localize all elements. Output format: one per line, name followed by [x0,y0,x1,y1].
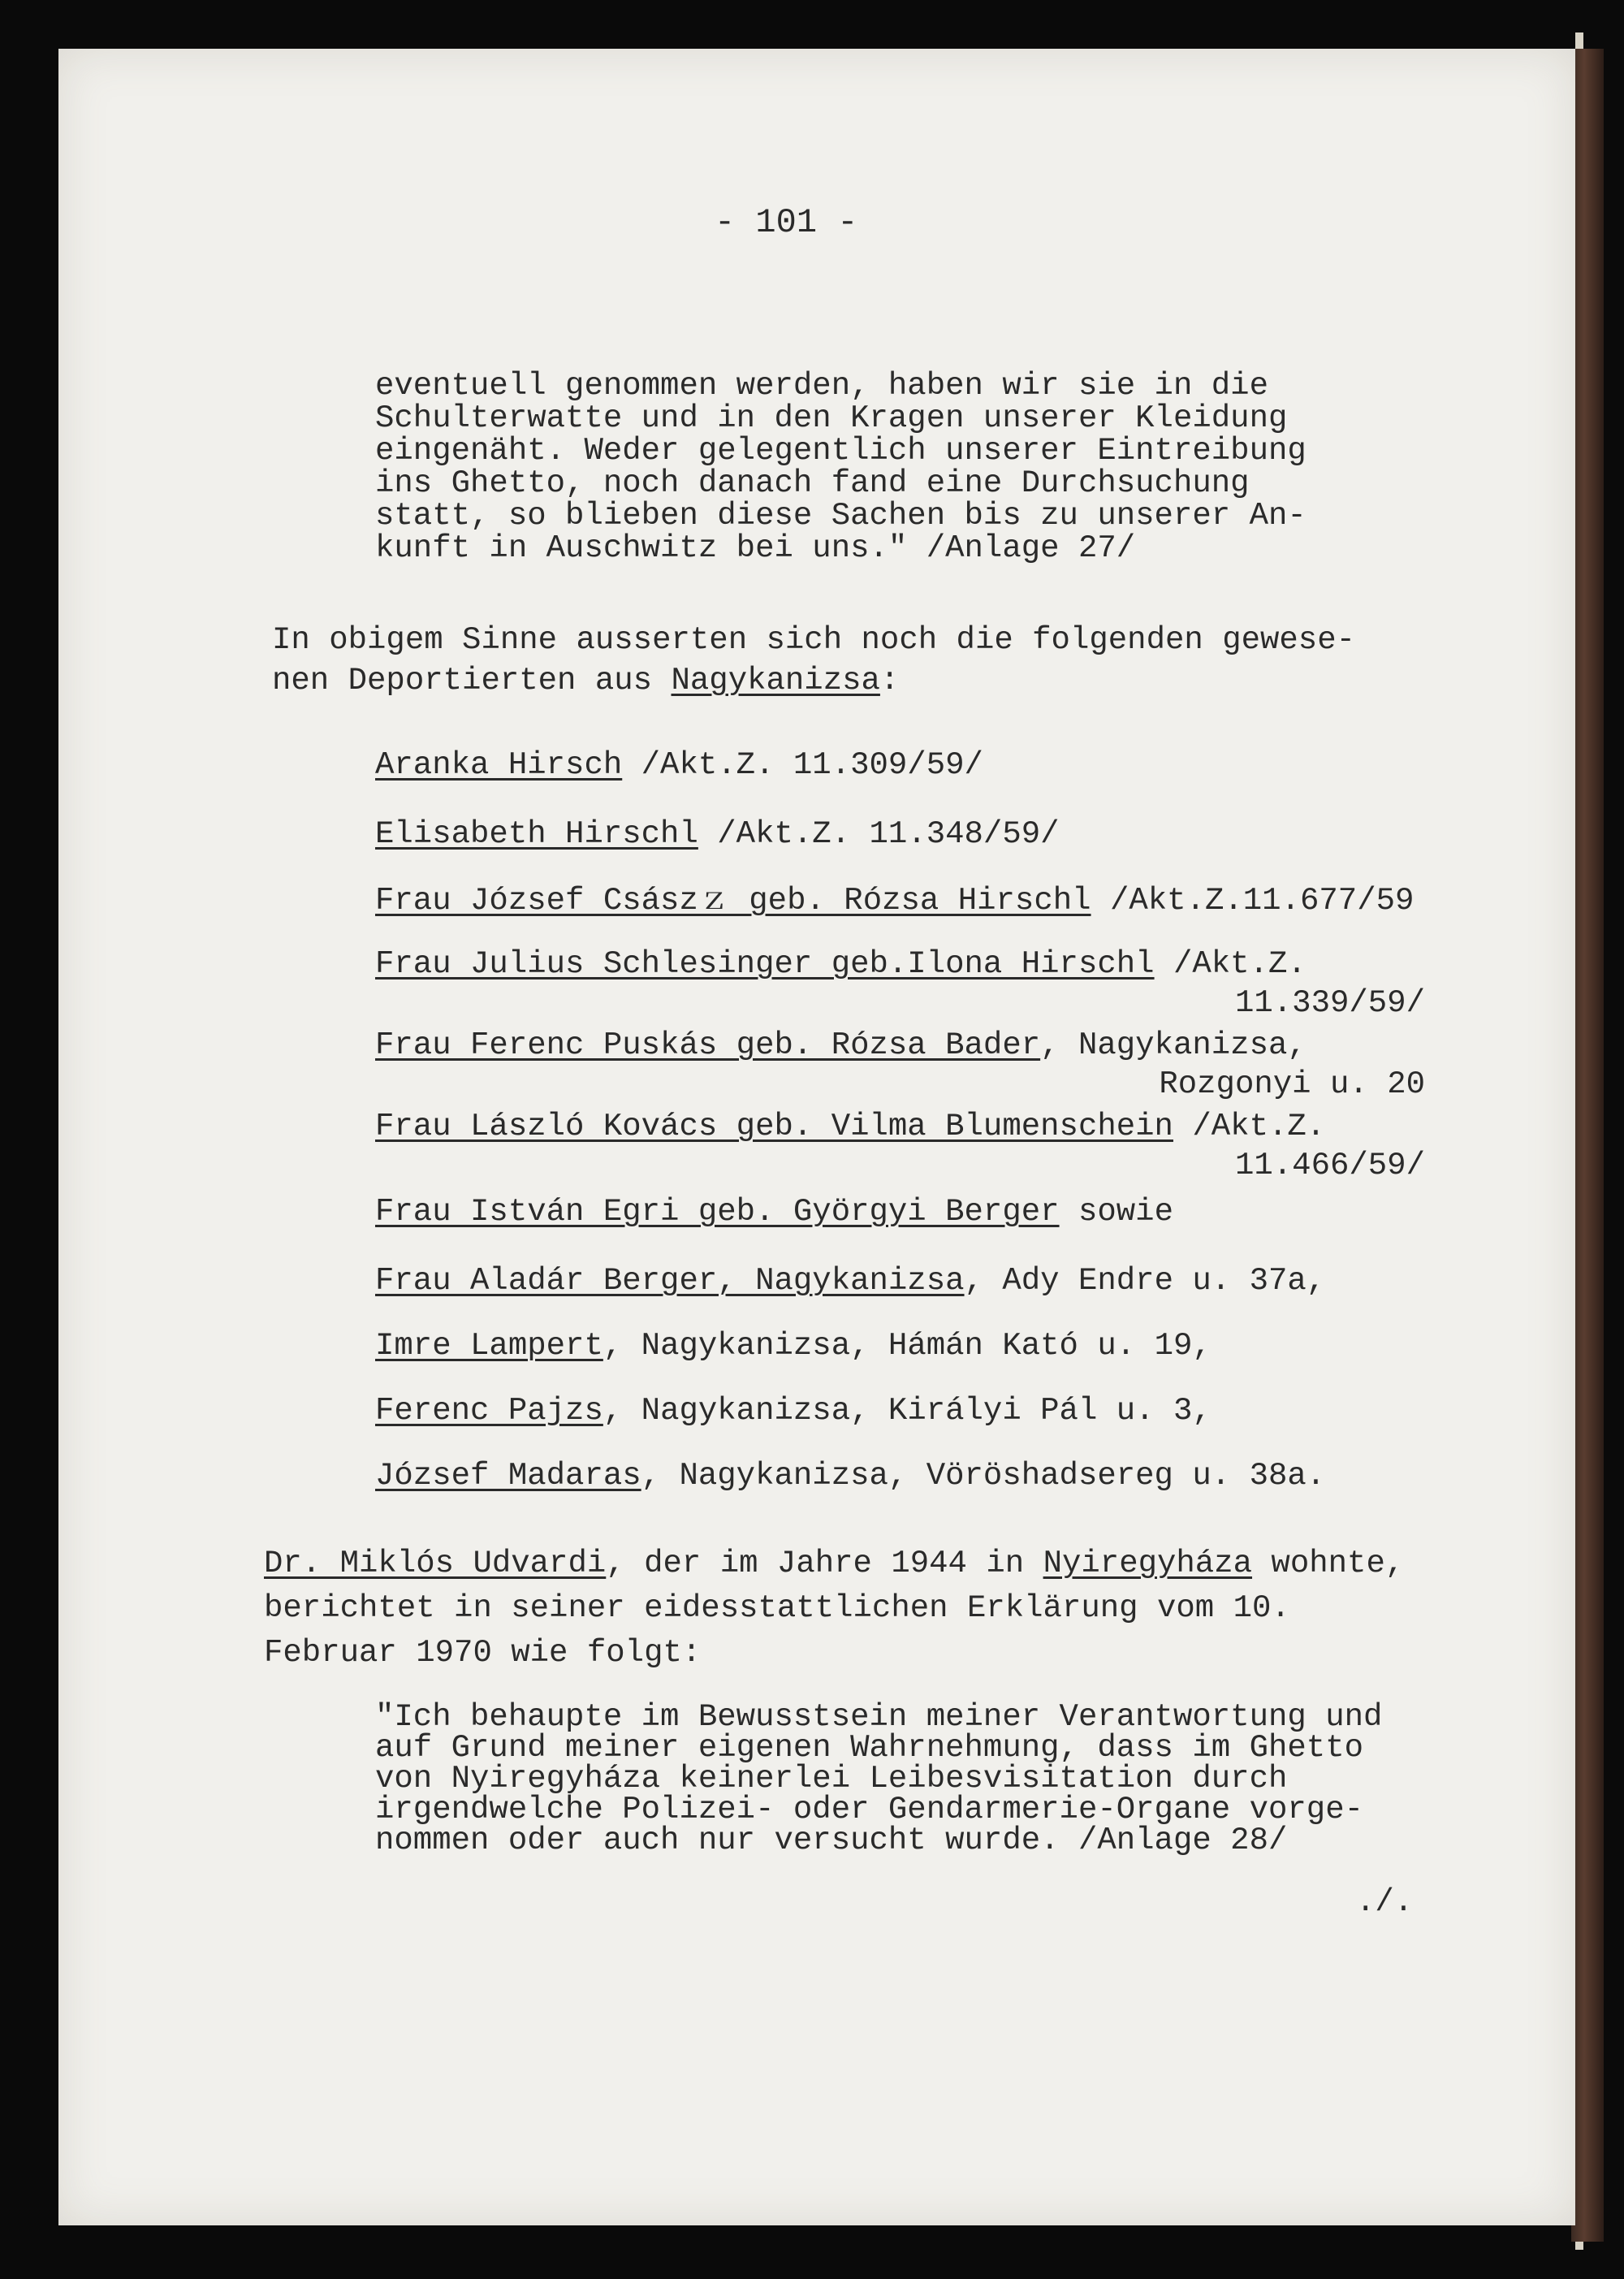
deportee-detail: , Nagykanizsa, Hámán Kató u. 19, [603,1328,1212,1364]
deportee-name: Elisabeth Hirschl [375,816,698,852]
deportee-entry [375,1263,1325,1300]
report-line-3: Februar 1970 wie folgt: [264,1635,702,1671]
report-paragraph [264,1542,1404,1676]
deportee-name: Frau László Kovács geb. Vilma Blumenschein [375,1109,1173,1144]
deportee-detail: , Nagykanizsa, Királyi Pál u. 3, [603,1393,1212,1429]
deportee-name: Imre Lampert [375,1328,603,1364]
deportee-name: Ferenc Pajzs [375,1393,603,1429]
deportee-name: József Madaras [375,1458,641,1494]
quote-line: eventuell genommen werden, haben wir sie in die [375,368,1268,404]
quote-line: eingenäht. Weder gelegentlich unserer Eintreibung [375,433,1307,469]
intro-paragraph [272,620,1355,701]
deportee-entry [375,816,1060,853]
deportee-detail-continued: 11.466/59/ [1234,1148,1425,1183]
book-spine [1571,49,1604,2242]
page-number: - 101 - [715,203,858,242]
deportee-entry [375,1194,1173,1230]
deportee-name: Frau Ferenc Puskás geb. Rózsa Bader [375,1027,1041,1063]
place-name: Nyiregyháza [1043,1546,1253,1581]
quote-line: auf Grund meiner eigenen Wahrnehmung, dass im Ghetto [375,1730,1363,1766]
deportee-name: Frau István Egri geb. Györgyi Berger [375,1194,1060,1230]
deportee-entry [375,1458,1325,1494]
deportee-detail: /Akt.Z. 11.309/59/ [622,747,983,783]
deportee-detail: sowie [1059,1194,1173,1230]
deportee-entry [375,1328,1212,1364]
deportee-entry [375,883,1414,919]
report-line-1: Dr. Miklós Udvardi, der im Jahre 1944 in Nyiregyháza wohnte, [264,1546,1405,1581]
deportee-detail: /Akt.Z. [1154,946,1307,982]
deportee-detail-continued: 11.339/59/ [1234,985,1425,1021]
quote-line: nommen oder auch nur versucht wurde. /Anlage 28/ [375,1823,1288,1858]
deportee-name: Frau József Császｚ geb. Rózsa Hirschl [375,883,1091,919]
quote-line: ins Ghetto, noch danach fand eine Durchsuchung [375,465,1250,501]
place-name: Nagykanizsa [671,663,880,698]
deportee-detail: /Akt.Z.11.677/59 [1091,883,1415,919]
witness-name: Dr. Miklós Udvardi [264,1546,607,1581]
deportee-name: Frau Aladár Berger, Nagykanizsa [375,1263,965,1299]
deportee-entry [375,1109,1325,1145]
intro-line-1: In obigem Sinne ausserten sich noch die folgenden gewese- [272,622,1356,658]
deportee-detail: , Ady Endre u. 37a, [964,1263,1326,1299]
deportee-entry [375,946,1307,983]
quote-continuation [375,370,1307,564]
continuation-mark: ./. [1356,1884,1414,1920]
report-line-2: berichtet in seiner eidesstattlichen Erklärung vom 10. [264,1590,1290,1626]
quote-line: statt, so blieben diese Sachen bis zu unserer An- [375,498,1307,534]
deportee-name: Aranka Hirsch [375,747,623,783]
quote-line: irgendwelche Polizei- oder Gendarmerie-Organe vorge- [375,1792,1363,1827]
deportee-entry [375,747,983,784]
deportee-name: Frau Julius Schlesinger geb.Ilona Hirschl [375,946,1155,982]
deportee-detail-continued: Rozgonyi u. 20 [1159,1066,1425,1102]
quote-line: "Ich behaupte im Bewusstsein meiner Verantwortung und [375,1699,1383,1735]
intro-line-2: nen Deportierten aus Nagykanizsa: [272,663,900,698]
deportee-entry [375,1027,1307,1064]
deportee-detail: , Nagykanizsa, [1040,1027,1307,1063]
deportee-entry [375,1393,1212,1429]
quote-line: kunft in Auschwitz bei uns." /Anlage 27/ [375,530,1136,566]
deportee-detail: /Akt.Z. [1173,1109,1326,1144]
quote-testimony [375,1699,1383,1858]
deportee-detail: , Nagykanizsa, Vöröshadsereg u. 38a. [641,1458,1326,1494]
deportee-detail: /Akt.Z. 11.348/59/ [698,816,1060,852]
quote-line: von Nyiregyháza keinerlei Leibesvisitation durch [375,1761,1288,1797]
quote-line: Schulterwatte und in den Kragen unserer Kleidung [375,400,1288,436]
